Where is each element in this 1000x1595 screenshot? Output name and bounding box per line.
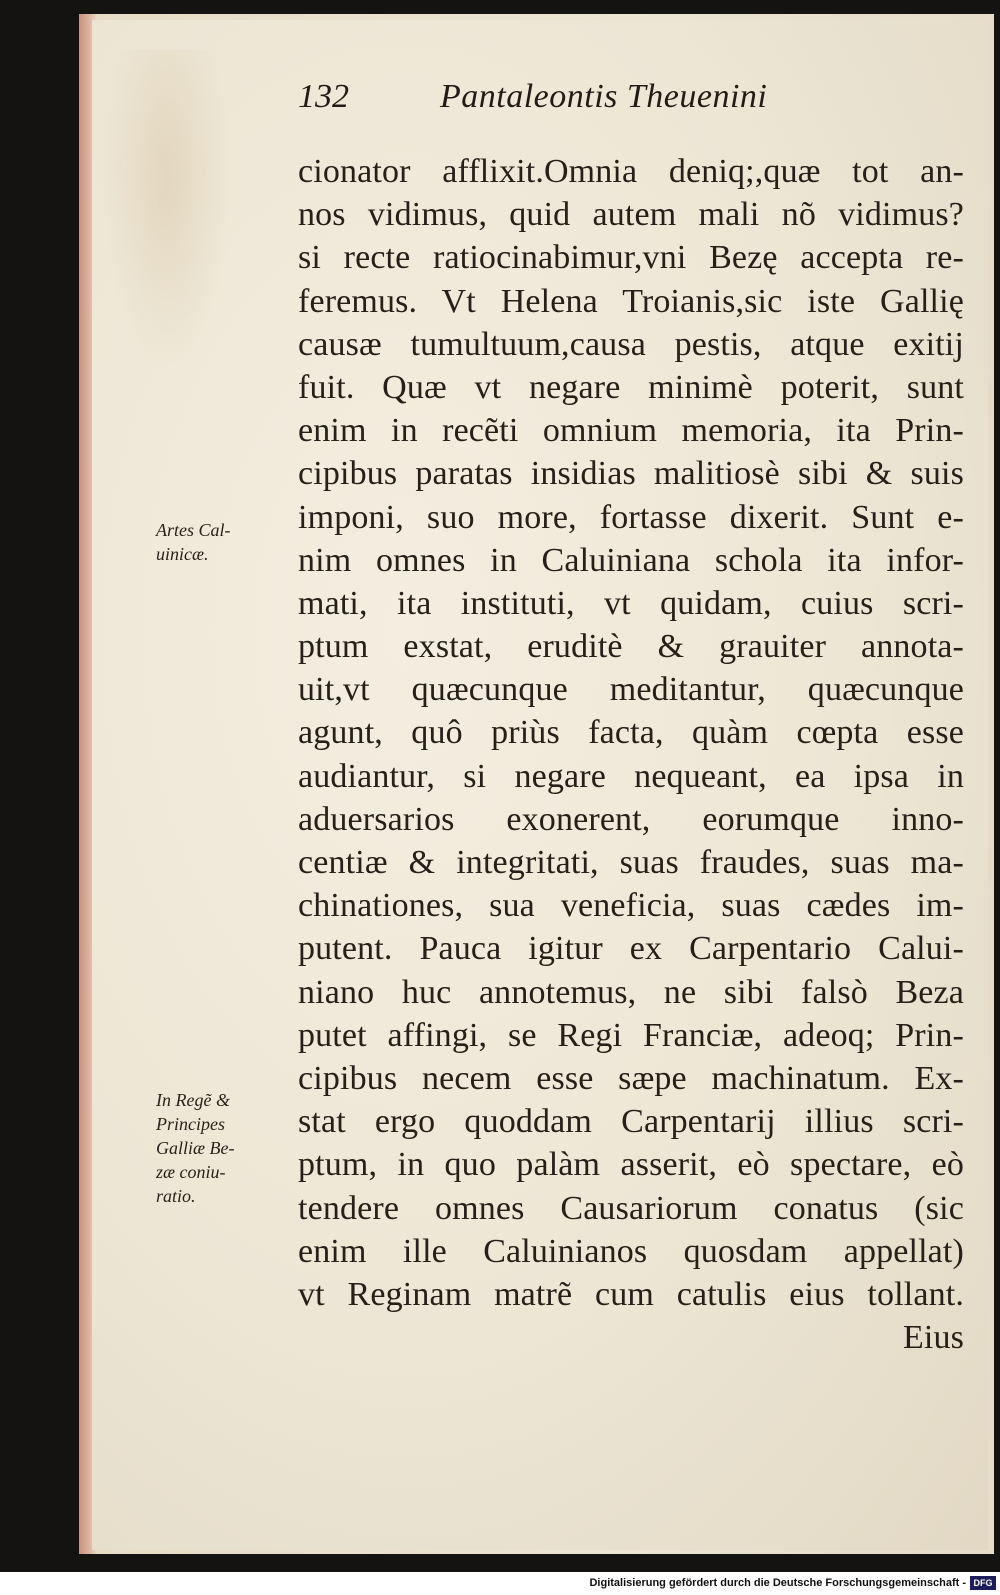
text-line: cionator afflixit.Omnia deniq;,quæ tot an-	[298, 153, 964, 190]
text-line: centiæ & integritati, suas fraudes, suas ma-	[298, 844, 964, 881]
text-line: nim omnes in Caluiniana schola ita infor-	[298, 541, 964, 579]
text-line: fuit. Quæ vt negare minimè poterit, sunt	[298, 368, 964, 406]
text-line: agunt, quô priùs facta, quàm cœpta esse	[298, 714, 964, 752]
text-line: chinationes, sua veneficia, suas cædes im-	[298, 887, 964, 925]
text-line: audiantur, si negare nequeant, ea ipsa in	[298, 757, 964, 795]
marginal-note-line: Artes Cal-	[156, 520, 231, 540]
text-line: ptum, in quo palàm asserit, eò spectare, eò	[298, 1146, 964, 1184]
page-number: 132	[298, 78, 349, 115]
text-line: ptum exstat, eruditè & grauiter annota-	[298, 628, 964, 666]
marginal-note-line: uinicæ.	[156, 544, 209, 564]
marginal-note-line: ratio.	[156, 1186, 196, 1206]
text-line: si recte ratiocinabimur,vni Bezę accepta re-	[298, 239, 964, 277]
text-line: niano huc annotemus, ne sibi falsò Beza	[298, 973, 964, 1011]
catchword: Eius	[902, 1319, 964, 1357]
footer-credit: Digitalisierung gefördert durch die Deutsche Forschungsgemeinschaft -	[589, 1577, 966, 1589]
body-text	[298, 150, 964, 1359]
book-page	[92, 20, 988, 1550]
text-line: enim ille Caluinianos quosdam appellat)	[298, 1232, 964, 1270]
page-header	[298, 72, 918, 122]
text-line: stat ergo quoddam Carpentarij illius scri-	[298, 1103, 964, 1141]
text-line: uit,vt quæcunque meditantur, quæcunque	[298, 671, 964, 709]
marginal-note-line: zæ coniu-	[156, 1162, 226, 1182]
text-line: tendere omnes Causariorum conatus (sic	[298, 1189, 964, 1227]
text-line: causæ tumultuum,causa pestis, atque exitij	[298, 325, 964, 363]
text-line: putent. Pauca igitur ex Carpentario Calui-	[298, 930, 964, 968]
text-line: vt Reginam matrẽ cum catulis eius tollant.	[298, 1275, 964, 1313]
text-line: imponi, suo more, fortasse dixerit. Sunt e-	[298, 498, 964, 536]
dfg-logo-icon: DFG	[970, 1576, 996, 1590]
text-line: enim in recẽti omnium memoria, ita Prin-	[298, 412, 964, 450]
text-line: mati, ita instituti, vt quidam, cuius scri-	[298, 584, 964, 622]
marginal-note-line: In Regẽ &	[156, 1090, 230, 1110]
digitization-footer	[0, 1572, 1000, 1595]
text-line: feremus. Vt Helena Troianis,sic iste Gallię	[298, 282, 964, 320]
marginal-note-artes-caluinicae	[156, 518, 276, 566]
text-line: aduersarios exonerent, eorumque inno-	[298, 800, 964, 838]
text-line: putet affingi, se Regi Franciæ, adeoq; Prin-	[298, 1016, 964, 1054]
marginal-note-line: Principes	[156, 1114, 225, 1134]
text-line: cipibus necem esse sæpe machinatum. Ex-	[298, 1059, 964, 1097]
marginal-note-line: Galliæ Be-	[156, 1138, 235, 1158]
text-line: cipibus paratas insidias malitiosè sibi & suis	[298, 455, 964, 493]
paper-stain	[102, 50, 232, 370]
running-head: Pantaleontis Theuenini	[440, 78, 768, 115]
text-line: nos vidimus, quid autem mali nõ vidimus?	[298, 196, 964, 234]
marginal-note-coniuratio	[156, 1088, 276, 1208]
